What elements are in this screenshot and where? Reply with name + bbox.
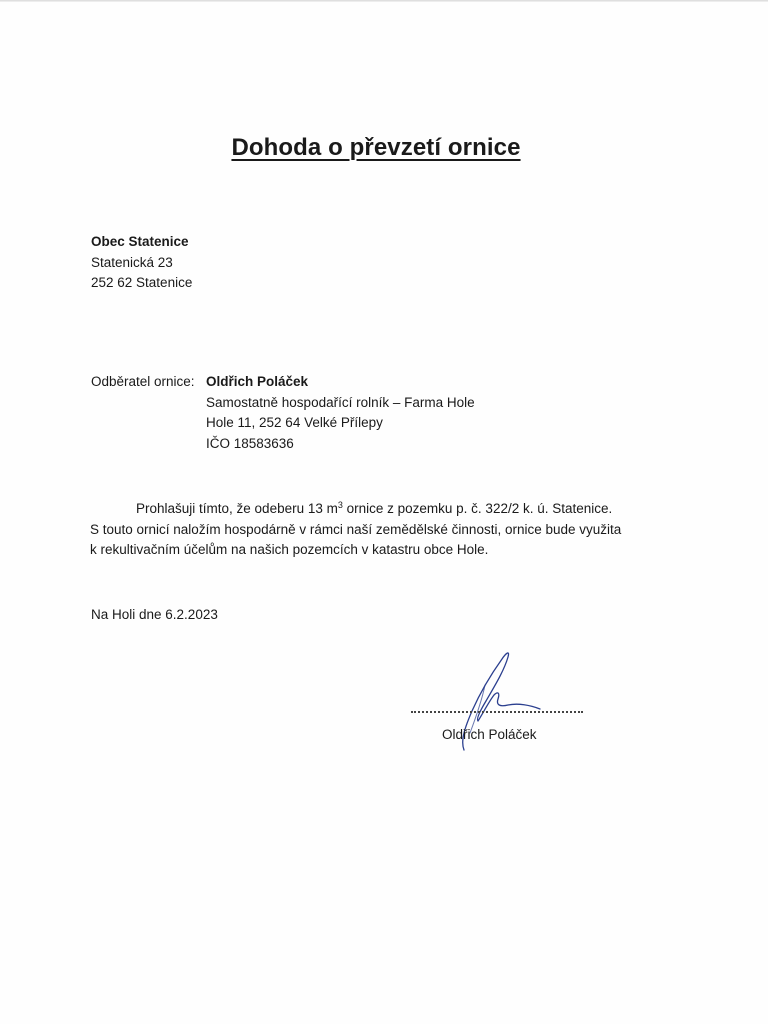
- cubic-superscript: 3: [337, 500, 343, 510]
- recipient-role: Samostatně hospodařící rolník – Farma Hole: [206, 394, 475, 410]
- sender-name: Obec Statenice: [91, 234, 189, 249]
- recipient-name: Oldřich Poláček: [206, 374, 309, 389]
- recipient-ico: IČO 18583636: [206, 435, 294, 451]
- signature-line: [411, 711, 583, 713]
- place-and-date: Na Holi dne 6.2.2023: [91, 607, 218, 622]
- declaration-line-1-text: Prohlašuji tímto, že odeberu 13 m: [136, 501, 338, 516]
- declaration-line-1: [90, 499, 650, 520]
- declaration-line-1-rest: ornice z pozemku p. č. 322/2 k. ú. Statenice.: [342, 501, 613, 516]
- sender-address-block: [91, 232, 192, 294]
- sender-city: 252 62 Statenice: [91, 275, 193, 290]
- declaration-line-2: S touto ornicí naložím hospodárně v rámci naší zemědělské činnosti, ornice bude využita: [90, 521, 622, 537]
- signature-name: Oldřich Poláček: [442, 727, 537, 742]
- page-top-edge: [0, 0, 768, 2]
- sender-street: Statenická 23: [91, 254, 173, 270]
- recipient-label: Odběratel ornice:: [91, 374, 195, 389]
- declaration-paragraph: [90, 499, 650, 561]
- recipient-address: Hole 11, 252 64 Velké Přílepy: [206, 415, 383, 430]
- document-title: Dohoda o převzetí ornice: [231, 134, 521, 161]
- recipient-address-block: [206, 372, 475, 454]
- declaration-line-3: k rekultivačním účelům na našich pozemcích v katastru obce Hole.: [90, 542, 489, 557]
